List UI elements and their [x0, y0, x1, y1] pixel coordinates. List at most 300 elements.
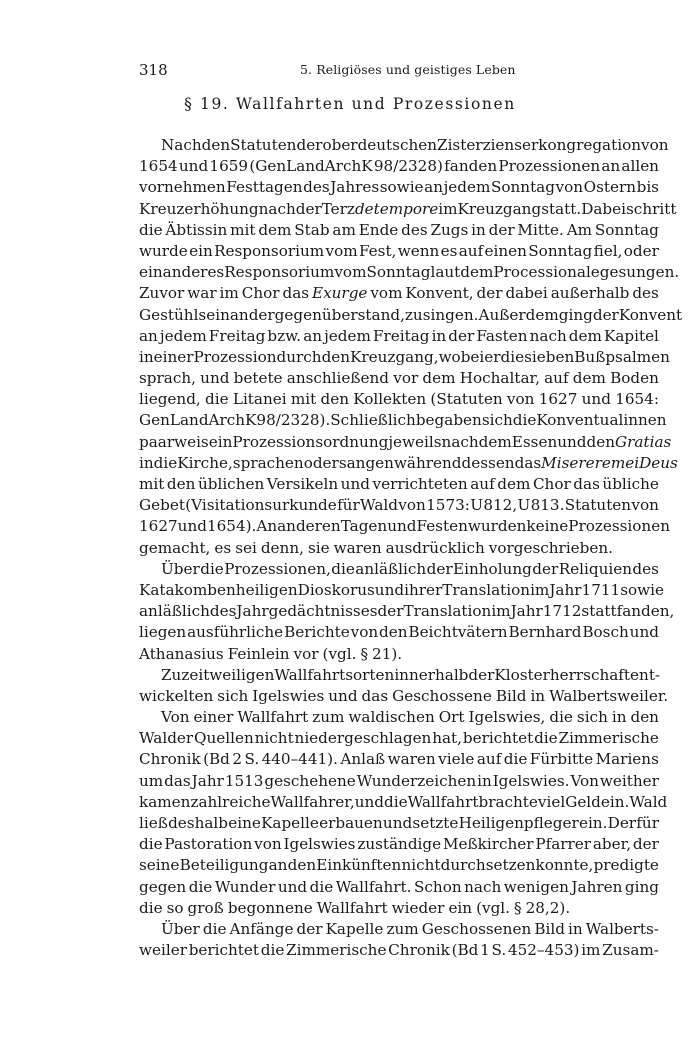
word: waren: [333, 538, 382, 557]
word: Stab: [294, 220, 330, 239]
word: singen.: [422, 305, 479, 324]
word: Chronik: [139, 750, 201, 769]
word: wurde: [139, 241, 188, 260]
word: der: [377, 602, 404, 621]
word: Einkünften: [316, 856, 402, 875]
word: Von: [161, 708, 190, 727]
text-line: [139, 898, 659, 919]
word: sowie: [620, 580, 664, 599]
word: gemacht,: [139, 538, 211, 557]
word: die: [153, 453, 178, 472]
word: in: [217, 432, 233, 451]
word: einen: [484, 241, 527, 260]
word: Meßkircher: [442, 835, 534, 854]
word: 1654: [139, 157, 178, 176]
word: und: [629, 623, 659, 642]
word: vom: [334, 263, 367, 282]
page-number: 318: [139, 61, 168, 79]
word: Freitag: [372, 326, 430, 345]
word: brachte: [478, 792, 538, 811]
word: Prozessionen,: [224, 559, 331, 578]
word: in: [139, 453, 154, 472]
word: anläßlich: [355, 559, 427, 578]
word: S.: [491, 941, 507, 960]
word: Prozessionen: [568, 517, 670, 536]
text-line: [139, 792, 668, 813]
word: die: [309, 877, 334, 896]
word: vor: [393, 369, 419, 388]
word: nicht: [401, 856, 441, 875]
word: in: [139, 347, 154, 366]
word: Konvent,: [405, 284, 474, 303]
word: fiel,: [593, 241, 623, 260]
word: ein: [189, 241, 213, 260]
word: Mariens: [595, 750, 659, 769]
word: Festen: [416, 517, 468, 536]
word: in: [611, 708, 627, 727]
word: ging: [558, 305, 593, 324]
word: Sonntag: [528, 241, 593, 260]
text-line: [139, 199, 677, 220]
word: Wallfahrt: [237, 708, 309, 727]
text-line: [139, 940, 659, 961]
word: von: [350, 623, 379, 642]
word: und: [200, 369, 230, 388]
text-line: [139, 474, 659, 495]
word: die: [384, 792, 408, 811]
word: waren: [387, 750, 436, 769]
word: des: [401, 220, 428, 239]
word: dem: [460, 263, 494, 282]
word: (Statuten: [430, 390, 503, 409]
text-line: [139, 177, 659, 198]
word: Processionale: [493, 263, 600, 282]
word: ein: [448, 898, 473, 917]
word: 1659: [209, 157, 249, 176]
word: Sonntag: [366, 263, 431, 282]
word: nach: [529, 326, 567, 345]
italic-word: Gratias: [615, 432, 672, 451]
word: Geschossene: [392, 686, 492, 705]
word: im: [581, 941, 601, 960]
word: begonnene: [227, 898, 313, 917]
word: von: [506, 390, 535, 409]
word: Wunderzeichen: [356, 771, 477, 790]
word: Bild: [495, 686, 527, 705]
word: auf: [470, 475, 495, 493]
word: An: [256, 517, 278, 536]
word: Ende: [358, 220, 399, 239]
word: Fest,: [358, 241, 397, 260]
word: Wallfahrer,: [270, 792, 355, 811]
word: stattfanden,: [581, 602, 675, 621]
word: das: [514, 453, 542, 472]
word: anläßlich: [139, 602, 210, 621]
word: mit: [230, 220, 256, 239]
word: oberdeutschen: [322, 136, 438, 154]
word: fanden: [444, 157, 498, 176]
word: 1627: [538, 390, 578, 409]
italic-word: de: [354, 199, 374, 218]
word: (GenLandArchK: [249, 157, 373, 176]
word: im: [530, 580, 550, 599]
word: Igelswies,: [468, 708, 546, 727]
text-line: [139, 389, 659, 410]
word: der: [448, 326, 475, 345]
word: weither: [599, 771, 659, 790]
text-line: [139, 432, 672, 453]
word: Über: [161, 919, 200, 938]
word: (Visitationsurkunde: [185, 496, 337, 515]
word: Terz: [321, 199, 355, 218]
word: Boden: [610, 369, 659, 388]
word: Statuten: [564, 496, 632, 515]
word: und: [328, 686, 358, 705]
word: die: [139, 898, 163, 917]
word: sich: [576, 708, 608, 727]
word: berichtet: [462, 729, 534, 748]
word: die: [188, 877, 213, 896]
word: Translation: [442, 580, 531, 599]
word: Katakombenheiligen: [139, 580, 298, 599]
word: Fürbitte: [529, 750, 594, 769]
word: allen: [621, 157, 659, 176]
word: er: [484, 347, 501, 366]
word: waldischen: [348, 708, 435, 727]
word: groß: [187, 898, 224, 917]
word: 2: [232, 750, 243, 769]
word: einer: [193, 708, 234, 727]
word: anderen: [277, 517, 341, 536]
word: Igelswies: [283, 835, 356, 854]
word: aber,: [592, 835, 632, 854]
word: 1573:: [426, 496, 470, 515]
word: Essen: [511, 432, 558, 451]
word: Konventualinnen: [536, 411, 667, 430]
text-line: [139, 813, 659, 834]
text-line: [139, 686, 669, 707]
word: nach: [258, 199, 296, 218]
word: dabei: [505, 284, 548, 303]
word: und: [581, 390, 611, 409]
word: an: [303, 326, 323, 345]
word: von: [631, 496, 659, 515]
word: erbauen: [319, 814, 383, 832]
text-line: [139, 644, 659, 665]
word: außerhalb: [550, 284, 630, 303]
word: 1712: [542, 602, 582, 621]
word: um: [139, 771, 164, 790]
word: der: [532, 559, 559, 578]
word: Gestühls: [139, 305, 207, 324]
word: den: [287, 856, 317, 875]
word: anschließend: [286, 369, 390, 388]
word: 98/2328).: [256, 411, 331, 430]
word: auf: [458, 241, 484, 260]
word: vor: [293, 644, 319, 663]
word: Anlaß: [340, 750, 386, 769]
word: des: [632, 284, 659, 303]
word: der: [296, 136, 323, 154]
word: auf: [544, 369, 569, 388]
word: zu: [404, 305, 423, 324]
word: ein.: [600, 792, 630, 811]
word: anderes: [162, 263, 225, 282]
word: ihrer: [404, 580, 443, 599]
word: dem: [572, 369, 606, 388]
word: Berichte: [284, 623, 350, 642]
word: Klosterherrschaft: [494, 665, 631, 684]
word: für: [636, 814, 659, 832]
word: Kreuzgang: [457, 199, 542, 218]
word: von: [398, 496, 426, 515]
word: im: [491, 602, 511, 621]
word: an: [424, 178, 443, 197]
word: Prozession: [193, 347, 277, 366]
word: war: [187, 284, 217, 303]
word: die: [260, 941, 285, 960]
word: zuständige: [357, 835, 442, 854]
word: Jahr: [191, 771, 224, 790]
word: am: [332, 220, 356, 239]
word: oder: [623, 241, 659, 260]
word: und: [178, 157, 209, 176]
text-line: [139, 135, 669, 156]
word: einer: [153, 347, 194, 366]
word: in: [568, 919, 583, 938]
word: einander: [206, 305, 275, 324]
word: sich: [217, 686, 249, 705]
word: 28,2).: [525, 898, 571, 917]
word: vom: [325, 241, 358, 260]
word: Sonntag: [594, 220, 659, 239]
word: in: [477, 771, 492, 790]
word: oder: [303, 453, 339, 472]
word: Tagen: [340, 517, 388, 536]
word: der: [592, 305, 619, 324]
word: GenLandArchK: [139, 411, 257, 430]
word: geschehene: [264, 771, 356, 790]
word: zum: [386, 919, 419, 938]
word: Pfarrer: [535, 835, 592, 854]
word: der: [476, 284, 503, 303]
word: 1: [480, 941, 490, 960]
word: Athanasius: [139, 644, 224, 663]
word: vom: [370, 284, 403, 303]
word: den: [586, 432, 616, 451]
word: Igelswies: [252, 686, 325, 705]
word: die: [512, 411, 537, 430]
word: mit: [290, 390, 317, 409]
word: Wald: [629, 792, 668, 811]
text-line: [139, 855, 659, 876]
word: Walbertsweiler.: [549, 686, 669, 705]
word: berichtet: [188, 941, 259, 960]
word: Außerdem: [478, 305, 559, 324]
word: 98/2328): [373, 157, 443, 176]
word: es: [214, 538, 232, 557]
word: den: [201, 136, 231, 154]
word: nach: [441, 432, 479, 451]
word: an: [268, 856, 288, 875]
word: jedem: [443, 178, 491, 197]
word: Prozessionen: [498, 157, 601, 176]
word: U: [470, 496, 484, 515]
word: in: [431, 326, 447, 345]
word: dem: [258, 220, 292, 239]
word: gegen: [139, 877, 187, 896]
text-line: [139, 919, 659, 940]
word: deshalb: [168, 814, 228, 832]
word: Quellen: [194, 729, 254, 748]
word: begaben: [415, 411, 482, 430]
word: Jahren: [571, 877, 623, 896]
word: das: [282, 284, 310, 303]
word: Hochaltar,: [459, 369, 540, 388]
word: Zusam-: [602, 941, 659, 960]
text-line: [139, 305, 683, 326]
word: und: [354, 792, 384, 811]
word: Ostern: [583, 178, 637, 197]
text-line: [139, 156, 659, 177]
body-text: [139, 135, 683, 961]
word: an: [601, 157, 621, 176]
word: Dabei: [581, 199, 627, 218]
word: die: [549, 708, 573, 727]
word: in: [530, 686, 546, 705]
word: U: [517, 496, 531, 515]
word: Walberts-: [585, 919, 659, 938]
word: und: [387, 517, 417, 536]
word: Einholung: [453, 559, 532, 578]
word: mit: [139, 475, 165, 493]
word: Schließlich: [330, 411, 416, 430]
word: bis: [636, 178, 659, 197]
word: gegenüberstand,: [274, 305, 405, 324]
word: sangen: [338, 453, 394, 472]
word: Reliquien: [558, 559, 632, 578]
word: dem: [568, 326, 602, 345]
word: Igelswies.: [492, 771, 570, 790]
word: sie: [307, 538, 330, 557]
word: das: [573, 475, 600, 493]
word: für: [337, 496, 360, 515]
word: sprach,: [139, 369, 196, 388]
word: auf: [476, 750, 502, 769]
word: so: [166, 898, 184, 917]
word: Walder: [139, 729, 194, 748]
word: Kirche,: [177, 453, 233, 472]
word: Zimmerische: [558, 729, 659, 748]
word: Bußpsalmen: [574, 347, 670, 366]
word: innerhalb: [394, 665, 469, 684]
word: die: [200, 559, 224, 578]
word: statt.: [541, 199, 582, 218]
word: der: [468, 665, 495, 684]
text-line: [139, 728, 659, 749]
word: Beteiligung: [179, 856, 269, 875]
word: sprachen: [232, 453, 304, 472]
word: ging: [624, 877, 659, 896]
word: Von: [570, 771, 599, 790]
word: von: [641, 136, 669, 154]
word: 1513: [224, 771, 264, 790]
word: vornehmen: [139, 178, 226, 197]
word: von: [555, 178, 584, 197]
word: ein.: [578, 814, 608, 832]
word: Versikeln: [266, 475, 339, 493]
word: Festtagen: [226, 178, 303, 197]
word: ein: [139, 263, 163, 282]
word: Statuten: [230, 136, 297, 154]
word: der: [488, 220, 515, 239]
word: Prozessionsordnung: [232, 432, 389, 451]
text-line: [139, 516, 670, 537]
word: von: [254, 835, 282, 854]
word: Chor: [241, 284, 280, 303]
word: und: [557, 432, 587, 451]
section-title: § 19. Wallfahrten und Prozessionen: [184, 95, 516, 113]
word: Zu: [161, 665, 182, 684]
word: im: [438, 199, 458, 218]
word: Geschossenen: [421, 919, 532, 938]
text-line: [139, 347, 670, 368]
word: ließ: [139, 814, 168, 832]
word: 812,: [483, 496, 518, 515]
word: gesungen.: [599, 263, 680, 282]
word: das: [164, 771, 191, 790]
word: Sonntag: [490, 178, 555, 197]
text-line: [139, 220, 659, 241]
word: dem: [478, 432, 512, 451]
word: jeweils: [388, 432, 442, 451]
word: Chronik: [388, 941, 450, 960]
word: die: [331, 559, 355, 578]
text-line: [139, 241, 659, 262]
text-line: [139, 622, 659, 643]
text-line: [139, 665, 659, 686]
word: Wallfahrt.: [335, 877, 412, 896]
italic-word: Miserere: [541, 453, 611, 472]
word: Kollekten: [353, 390, 427, 409]
word: Äbtissin: [165, 220, 228, 239]
word: (Bd: [203, 750, 230, 769]
word: Wallfahrt: [316, 898, 388, 917]
word: die: [202, 919, 227, 938]
word: vorgeschrieben.: [488, 538, 613, 557]
word: schritt: [626, 199, 677, 218]
word: 440–441).: [261, 750, 338, 769]
word: §: [360, 644, 369, 663]
word: §: [514, 898, 522, 917]
word: weiler: [139, 941, 187, 960]
word: den: [630, 708, 659, 727]
word: die: [500, 347, 525, 366]
word: Responsorium: [214, 241, 325, 260]
word: Translation: [403, 602, 492, 621]
word: Wallfahrtsorten: [274, 665, 395, 684]
word: Kreuzgang,: [350, 347, 439, 366]
word: Am: [566, 220, 593, 239]
text-line: [139, 326, 659, 347]
word: jedem: [324, 326, 371, 345]
word: niedergeschlagen: [294, 729, 432, 748]
word: Zisterzienserkongregation: [437, 136, 642, 154]
word: Wunder: [214, 877, 276, 896]
italic-word: mei: [610, 453, 640, 472]
word: eine: [228, 814, 261, 832]
word: wenn: [397, 241, 440, 260]
